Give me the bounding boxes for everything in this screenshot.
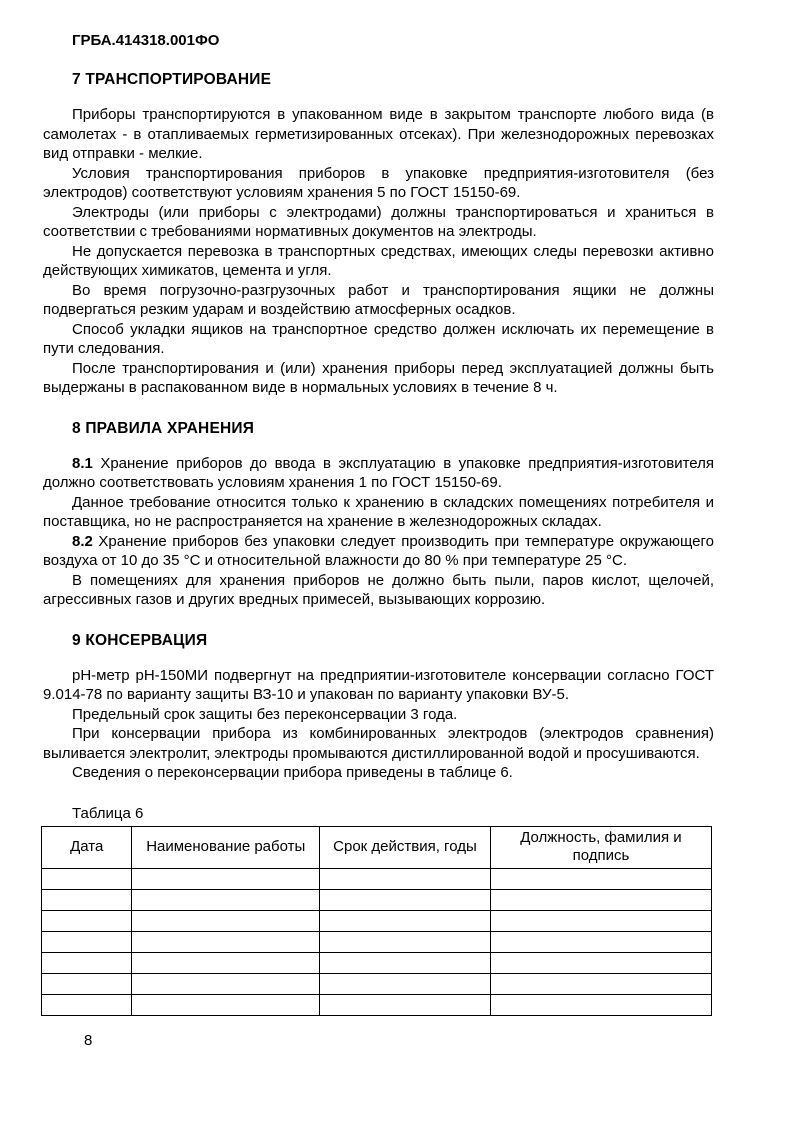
paragraph: Сведения о переконсервации прибора приведены в таблице 6. [72,764,513,781]
paragraph-number: 8.2 [72,532,93,550]
paragraph-number: 8.1 [72,454,93,472]
table-cell-empty [42,889,132,910]
table-row [42,868,712,889]
table-cell-empty [490,868,711,889]
section-heading: 9 КОНСЕРВАЦИЯ [72,631,208,649]
reconservation-table [41,826,712,1016]
table-cell-empty [132,868,320,889]
paragraph: Данное требование относится только к хранению в складских помещениях потребителя и поставщика, но не распространяется на хранение в железнодорожных складах. [43,493,714,530]
paragraph: Предельный срок защиты без переконсервации 3 года. [72,705,458,723]
table-row [42,910,712,931]
table-caption: Таблица 6 [72,804,144,822]
table-cell-empty [132,931,320,952]
table-cell-empty [490,952,711,973]
table-cell-empty [490,931,711,952]
table-cell-empty [132,973,320,994]
paragraph: После транспортирования и (или) хранения приборы перед эксплуатацией должны быть выдержаны в распакованном виде в нормальных условиях в течение 8 ч. [43,359,714,396]
paragraph: 8.2 Хранение приборов без упаковки следует производить при температуре окружающего воздуха от 10 до 35 °С и относительной влажности до 80 % при температуре 25 °С. [43,532,714,569]
table-cell-empty [42,868,132,889]
document-code: ГРБА.414318.001ФО [72,32,220,49]
table-row [42,889,712,910]
paragraph: Электроды (или приборы с электродами) должны транспортироваться и храниться в соответствии с требованиями нормативных документов на электроды. [43,203,714,240]
section-heading: 8 ПРАВИЛА ХРАНЕНИЯ [72,419,255,437]
table-cell-empty [42,994,132,1015]
table-cell-empty [42,952,132,973]
table-cell-empty [132,952,320,973]
table-cell-empty [132,994,320,1015]
table-cell-empty [320,973,491,994]
table-row [42,931,712,952]
paragraph: При консервации прибора из комбинированных электродов (электродов сравнения) выливается электролит, электроды промываются дистиллированной водой и просушиваются. [43,725,714,762]
table-cell-empty [320,910,491,931]
table-cell-empty [490,973,711,994]
paragraph: Условия транспортирования приборов в упаковке предприятия-изготовителя (без электродов) соответствуют условиям хранения 5 по ГОСТ 15150-69. [43,164,714,201]
table-column-header: Дата [42,826,132,868]
table-row [42,973,712,994]
table-cell-empty [320,952,491,973]
paragraph: 8.1 Хранение приборов до ввода в эксплуатацию в упаковке предприятия-изготовителя должно соответствовать условиям хранения 1 по ГОСТ 15150-69. [43,454,714,491]
table-cell-empty [132,910,320,931]
table-cell-empty [490,994,711,1015]
table-row [42,994,712,1015]
table-cell-empty [320,994,491,1015]
paragraph: Приборы транспортируются в упакованном виде в закрытом транспорте любого вида (в самолетах - в отапливаемых герметизированных отсеках). При железнодорожных перевозках вид отправки - мелкие. [43,106,714,162]
paragraph: pH-метр pH-150МИ подвергнут на предприятии-изготовителе консервации согласно ГОСТ 9.014-78 по варианту защиты ВЗ-10 и упакован по варианту упаковки ВУ-5. [43,666,714,703]
paragraph: Не допускается перевозка в транспортных средствах, имеющих следы перевозки активно действующих химикатов, цемента и угля. [43,242,714,279]
table-body [42,868,712,1015]
table-cell-empty [490,910,711,931]
table-column-header: Срок действия, годы [320,826,491,868]
table-cell-empty [42,910,132,931]
paragraph: В помещениях для хранения приборов не должно быть пыли, паров кислот, щелочей, агрессивных газов и других вредных примесей, вызывающих коррозию. [43,571,714,608]
page-number: 8 [84,1032,93,1049]
table-row [42,952,712,973]
paragraph: Способ укладки ящиков на транспортное средство должен исключать их перемещение в пути следования. [43,320,714,357]
table-cell-empty [320,889,491,910]
table-cell-empty [42,973,132,994]
table-cell-empty [320,931,491,952]
table-cell-empty [320,868,491,889]
section-heading: 7 ТРАНСПОРТИРОВАНИЕ [72,71,272,88]
table-column-header: Должность, фамилия и подпись [490,826,711,868]
table-cell-empty [42,931,132,952]
paragraph: Во время погрузочно-разгрузочных работ и транспортирования ящики не должны подвергаться резким ударам и воздействию атмосферных осадков. [43,281,714,318]
table-column-header: Наименование работы [132,826,320,868]
table-cell-empty [490,889,711,910]
document-body [43,71,714,783]
table-header-row [42,826,712,868]
table-cell-empty [132,889,320,910]
